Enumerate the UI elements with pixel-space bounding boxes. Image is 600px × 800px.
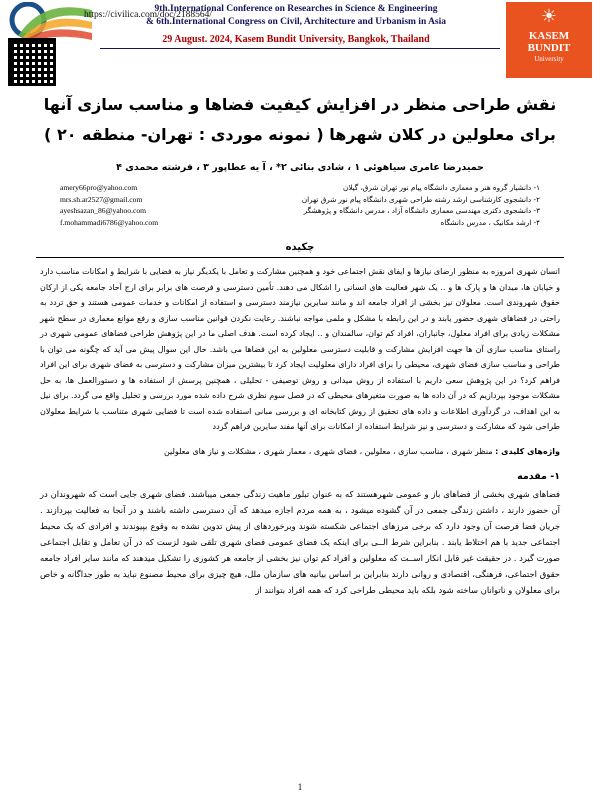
affiliation-row — [60, 217, 540, 229]
kasem-logo-line-1: KASEM — [528, 30, 570, 42]
kasem-logo-line-3: University — [534, 55, 564, 63]
affiliations-block — [60, 182, 540, 228]
header-divider — [100, 48, 500, 49]
keywords-values: منظر شهری ، مناسب سازی ، معلولین ، فضای شهری ، معمار شهری ، مشکلات و نیاز های معلولین — [163, 446, 493, 456]
paper-title: نقش طراحی منظر در افزایش کیفیت فضاها و مناسب سازی آنها برای معلولین در کلان شهرها ( نمونه موردی : تهران- منطقه ۲۰ ) — [43, 95, 557, 144]
keywords-label: واژه‌های کلیدی : — [495, 446, 560, 456]
sun-icon: ☀ — [540, 6, 558, 27]
affiliation-text: ۴- ارشد مکانیک ، مدرس دانشگاه — [440, 217, 540, 227]
affiliation-row — [60, 205, 540, 217]
affiliation-row — [60, 182, 540, 194]
conference-title-line-1: 9th.International Conference on Researches in Science & Engineering — [154, 4, 438, 14]
kasem-bundit-logo — [506, 2, 592, 78]
page-header — [0, 0, 600, 84]
kasem-logo-line-2: BUNDIT — [527, 42, 571, 54]
author-list: حمیدرضا عامری سیاهوئی ۱ ، شادی بنائی ۲* ، آ یه عطاپور ۳ ، فرشته محمدی ۴ — [116, 162, 484, 173]
author-email[interactable]: ayeshsazan_86@yahoo.com — [60, 206, 147, 215]
conference-title-line-2: & 6th.International Congress on Civil, Architecture and Urbanism in Asia — [145, 17, 447, 27]
section-heading-introduction: ۱- مقدمه — [517, 470, 560, 482]
keywords-block — [40, 445, 560, 459]
author-email[interactable]: amery66pro@yahoo.com — [60, 183, 138, 192]
abstract-divider — [36, 257, 564, 258]
section-body-introduction: فضاهای شهری بخشی از فضاهای باز و عمومی شهرهستند که به عنوان تبلور ماهیت زندگی جمعی میباشند. فضای شهری جایی است که شهروندان در آن حضور دارند ، داشتن زندگی جمعی در آن گشوده میشود ، به همه مردم اجازه میدهد که آن دسترسی داشته باشند و در آنجا به فعالیت بپردازند . جریان فضا فرصت آن وجود دارد که برخی مرزهای اجتماعی شکسته شوند وبرخوردهای از پیش تدوین نشده به وقوع بپیوندند و افرادی که یک محیط اجتماعی جدید با هم اختلاط یابند . بنابراین شرط الــی برای اینکه یک فضای عمومی فضای شهری تلقی شود لزست که در آن تعامل و تقابل اجتماعی صورت گیرد . در حقیقت غیر قابل انکار اســت که معلولین و افراد کم توان نیز بخشی از جامعه هر کشوری را تشکیل میدهند که مانند سایر افراد جامعه حقوق اجتماعی، فرهنگی، اقتصادی و روانی دارند بنابراین بر اساس بیانیه های سازمان ملل، هیچ چیزی برای محیط مصنوع نباید به طور جداگانه و خاص برای معلولان و ناتوانان ساخته شود بلکه باید محیطی طراحی کرد که همه افراد بتوانند از — [40, 488, 560, 595]
affiliation-text: ۳- دانشجوی دکتری مهندسی معماری دانشگاه آزاد ، مدرس دانشگاه و پژوهشگر — [303, 206, 540, 215]
abstract-heading: چکیده — [285, 242, 315, 253]
affiliation-text: ۲- دانشجوی کارشناسی ارشد رشته طراحی شهری دانشگاه پیام نور شرق تهران — [301, 194, 540, 204]
conference-date-location: 29 August. 2024, Kasem Bundit University, Bangkok, Thailand — [162, 34, 430, 45]
author-email[interactable]: f.mohammadi6786@yahoo.com — [60, 217, 159, 227]
qr-code-icon — [8, 38, 56, 86]
civilica-swoosh-icon — [8, 2, 94, 42]
affiliation-text: ۱- دانشیار گروه هنر و معماری دانشگاه پیام نور تهران شرق، گیلان — [343, 183, 540, 192]
page-number: 1 — [297, 782, 303, 792]
author-email[interactable]: mrs.sh.ar2527@gmail.com — [60, 194, 143, 204]
civilica-doc-url[interactable]: https://civilica.com/doc/2188564/ — [84, 10, 212, 20]
affiliation-row — [60, 194, 540, 206]
abstract-text: انسان شهری امروزه به منظور ارضای نیازها و ایفای نقش اجتماعی خود و همچنین مشارکت و تعامل با یکدیگر نیاز به فضایی با شرایط و امکانات مناسب دارد و خیابان ها، میدان ها و پارک ها و .. یک شهر فعالیت های انسانی را اشکال می دهند. تأمین دسترسی و فرصت های برابر برای ارج آحاد جامعه یکی از ارکان حقوق شهروندی است. معلولان نیز بخشی از افراد جامعه اند و مانند سایرین نیازمند دسترسی و استفاده از امکانات و خدمات عمومی هستند و حق تردد به راحتی در فضاهای شهری حضور یابند و در این رابطه با مشکل و ملمی مواجه نباشند. رعایت نکردن قوانین مناسب سازی و رفع موانع معماری در سطح شهر مشکلات زیادی برای افراد معلول، جانباران، افراد کم توان، سالمندان و .. ایجاد کرده است. هدف اصلی ما در این پژوهش طراحی فضاهای عمومی شهری در راستای مناسب سازی آن ها جهت افزایش مشارکت و قابلیت دسترسی معلولین به این فضاها می باشد. حال این سوال پیش می آید که چگونه می توان با طراحی و مناسب سازی فضای شهری، محیطی را برای افراد دارای معلولیت ایجاد کرد تا بیشترین میزان مشارکت و دسترسی به فضای شهری برای این افراد فراهم کرد؟ در این پژوهش سعی داریم با استفاده از روش میدانی و روش توصیفی - تحلیلی ، همچنین پرسش از استفاده ها و دستورالعمل ها، به حل مشکلات موجود بپردازیم که در آن داده ها به صورت متغیرهای محیطی که در فصل سوم نظری شرح داده شده مورد بررسی و تحلیل واقع می گردد. برای نیل به این اهداف، در گردآوری اطلاعات و داده های تحقیق از روش کتابخانه ای و بررسی مبانی استفاده شده است تا فضایی شهری متناسب با شرایط معلولان طراحی شود که مشارکت و دسترسی و نیز شرایط استفاده از امکانات برای آنها مفند سایرین فراهم گردد — [40, 267, 560, 431]
